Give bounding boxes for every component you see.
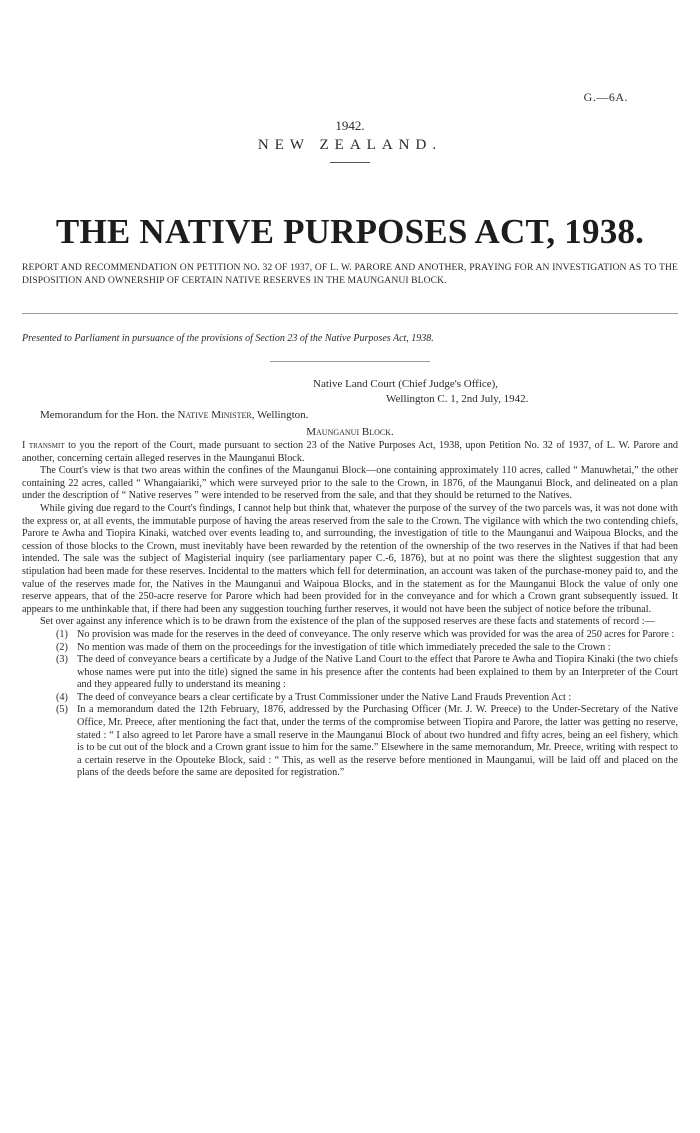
list-item	[22, 704, 678, 780]
paragraph-lead: I transmit	[22, 440, 65, 451]
memo-addressee: Native Minister	[177, 409, 252, 421]
item-text: In a memorandum dated the 12th February, 1876, addressed by the Purchasing Officer (Mr. J. W. Preece) to the Under-Secretary of the Native Office, Mr. Preece, after mentioning the fact that, under the terms of the compromise between Tiopira and Parore, the latter was getting no reserve, stated : “ I also agreed to let Parore have a small reserve in the Maunganui Block of about two hundred and fifty acres, being an eel fishery, which is to be cut out of the block and a Crown grant issue to him for the same.” Elsewhere in the same memorandum, Mr. Preece, writing with respect to a certain reserve in the Opouteke Block, said : “ This, as well as the reserve before mentioned in Maunganui, will be laid off and placed on the plans of the deeds before the same are deposited for registration.”	[77, 704, 678, 779]
country-heading: NEW ZEALAND.	[257, 137, 443, 153]
item-number: (2)	[56, 641, 68, 653]
memo-prefix: Memorandum for the Hon. the	[40, 409, 175, 421]
item-number: (1)	[56, 628, 68, 640]
item-number: (5)	[56, 704, 68, 716]
divider	[22, 313, 678, 314]
memo-suffix: , Wellington.	[251, 409, 309, 421]
block-heading: Maunganui Block.	[306, 426, 394, 438]
office-date: Wellington C. 1, 2nd July, 1942.	[386, 393, 529, 405]
divider	[270, 361, 430, 362]
presented-note: Presented to Parliament in pursuance of the provisions of Section 23 of the Native Purposes Act, 1938.	[22, 333, 434, 344]
list-item	[22, 654, 678, 692]
list-item	[22, 642, 678, 655]
paragraph-text: to you the report of the Court, made pursuant to section 23 of the Native Purposes Act, 1938, upon Petition No. 32 of 1937, of L. W. Parore and another, concerning certain alleged reserves in the Maunganui Block.	[22, 440, 679, 464]
divider	[330, 162, 370, 163]
memorandum-line	[40, 409, 308, 421]
item-number: (3)	[56, 654, 68, 666]
item-text: The deed of conveyance bears a clear certificate by a Trust Commissioner under the Native Land Frauds Prevention Act :	[77, 691, 572, 703]
paragraph: While giving due regard to the Court's findings, I cannot help but think that, whatever the purpose of the survey of the two parcels was, it was not done with the express or, at all events, the immutable purpose of having the areas reserved from the sale to the Crown. The vigilance with which the two contending chiefs, Parore te Awha and Tiopira Kinaki, watched over events leading to, and surrounding, the investigation of title to the Maunganui and Waipoua Blocks, and the cession of those blocks to the Crown, must inevitably have been rewarded by the retention of the ownership of the two reserves in the Natives if that had been intended. The sale was the subject of Magisterial inquiry (see parliamentary paper C.-6, 1876), but at no point was there the slightest suggestion that any stipulation had been made for these reserves. Incidental to the matters which fell for determination, an account was taken of the purchase-money paid to, and the value of the reserves made for, the Natives in the Maunganui and Waipoua Blocks, and in the statement as for the Maunganui Block the value of only one reserve appears, that of the 250-acre reserve for Parore which had been provided for in the conveyance and for which a Crown grant subsequently issued. It appears to me unthinkable that, if there had been any suggestion touching further reserves, it would not have been the subject of notice before the tribunal.	[22, 502, 678, 615]
list-item	[22, 629, 678, 642]
paragraph	[22, 440, 678, 465]
paper-reference: G.—6A.	[583, 90, 628, 104]
page-title: THE NATIVE PURPOSES ACT, 1938.	[55, 212, 645, 251]
item-text: The deed of conveyance bears a certificate by a Judge of the Native Land Court to the effect that Parore te Awha and Tiopira Kinaki (the two chiefs whose names were put into the title) signed the same in his presence after the contents had been explained to them by an Interpreter of the Court and they appeared fully to understand its meaning :	[77, 654, 678, 691]
list-item	[22, 692, 678, 705]
item-text: No mention was made of them on the proceedings for the investigation of title which immediately preceded the sale to the Crown :	[77, 641, 611, 653]
letter-body	[22, 440, 678, 780]
report-subtitle: REPORT AND RECOMMENDATION ON PETITION NO. 32 OF 1937, OF L. W. PARORE AND ANOTHER, PRAYING FOR AN INVESTIGATION AS TO THE DISPOSITION AND OWNERSHIP OF CERTAIN NATIVE RESERVES IN THE MAUNGANUI BLOCK.	[22, 262, 678, 286]
year: 1942.	[335, 118, 365, 133]
item-number: (4)	[56, 691, 68, 703]
item-text: No provision was made for the reserves in the deed of conveyance. The only reserve which was provided for was the area of 250 acres for Parore :	[77, 628, 675, 640]
paragraph: The Court's view is that two areas within the confines of the Maunganui Block—one containing approximately 110 acres, called “ Manuwhetai,” the other containing 22 acres, called “ Whangaiariki,” which were surveyed prior to the sale to the Crown, in 1876, of the Maunganui Block, and delineated on a plan under the description of “ Native reserves ” were intended to be reserved from the sale, and that they should be returned to the Natives.	[22, 465, 678, 502]
office-address: Native Land Court (Chief Judge's Office),	[313, 378, 499, 390]
facts-list	[22, 629, 678, 780]
paragraph: Set over against any inference which is to be drawn from the existence of the plan of the supposed reserves are these facts and statements of record :—	[40, 616, 655, 628]
